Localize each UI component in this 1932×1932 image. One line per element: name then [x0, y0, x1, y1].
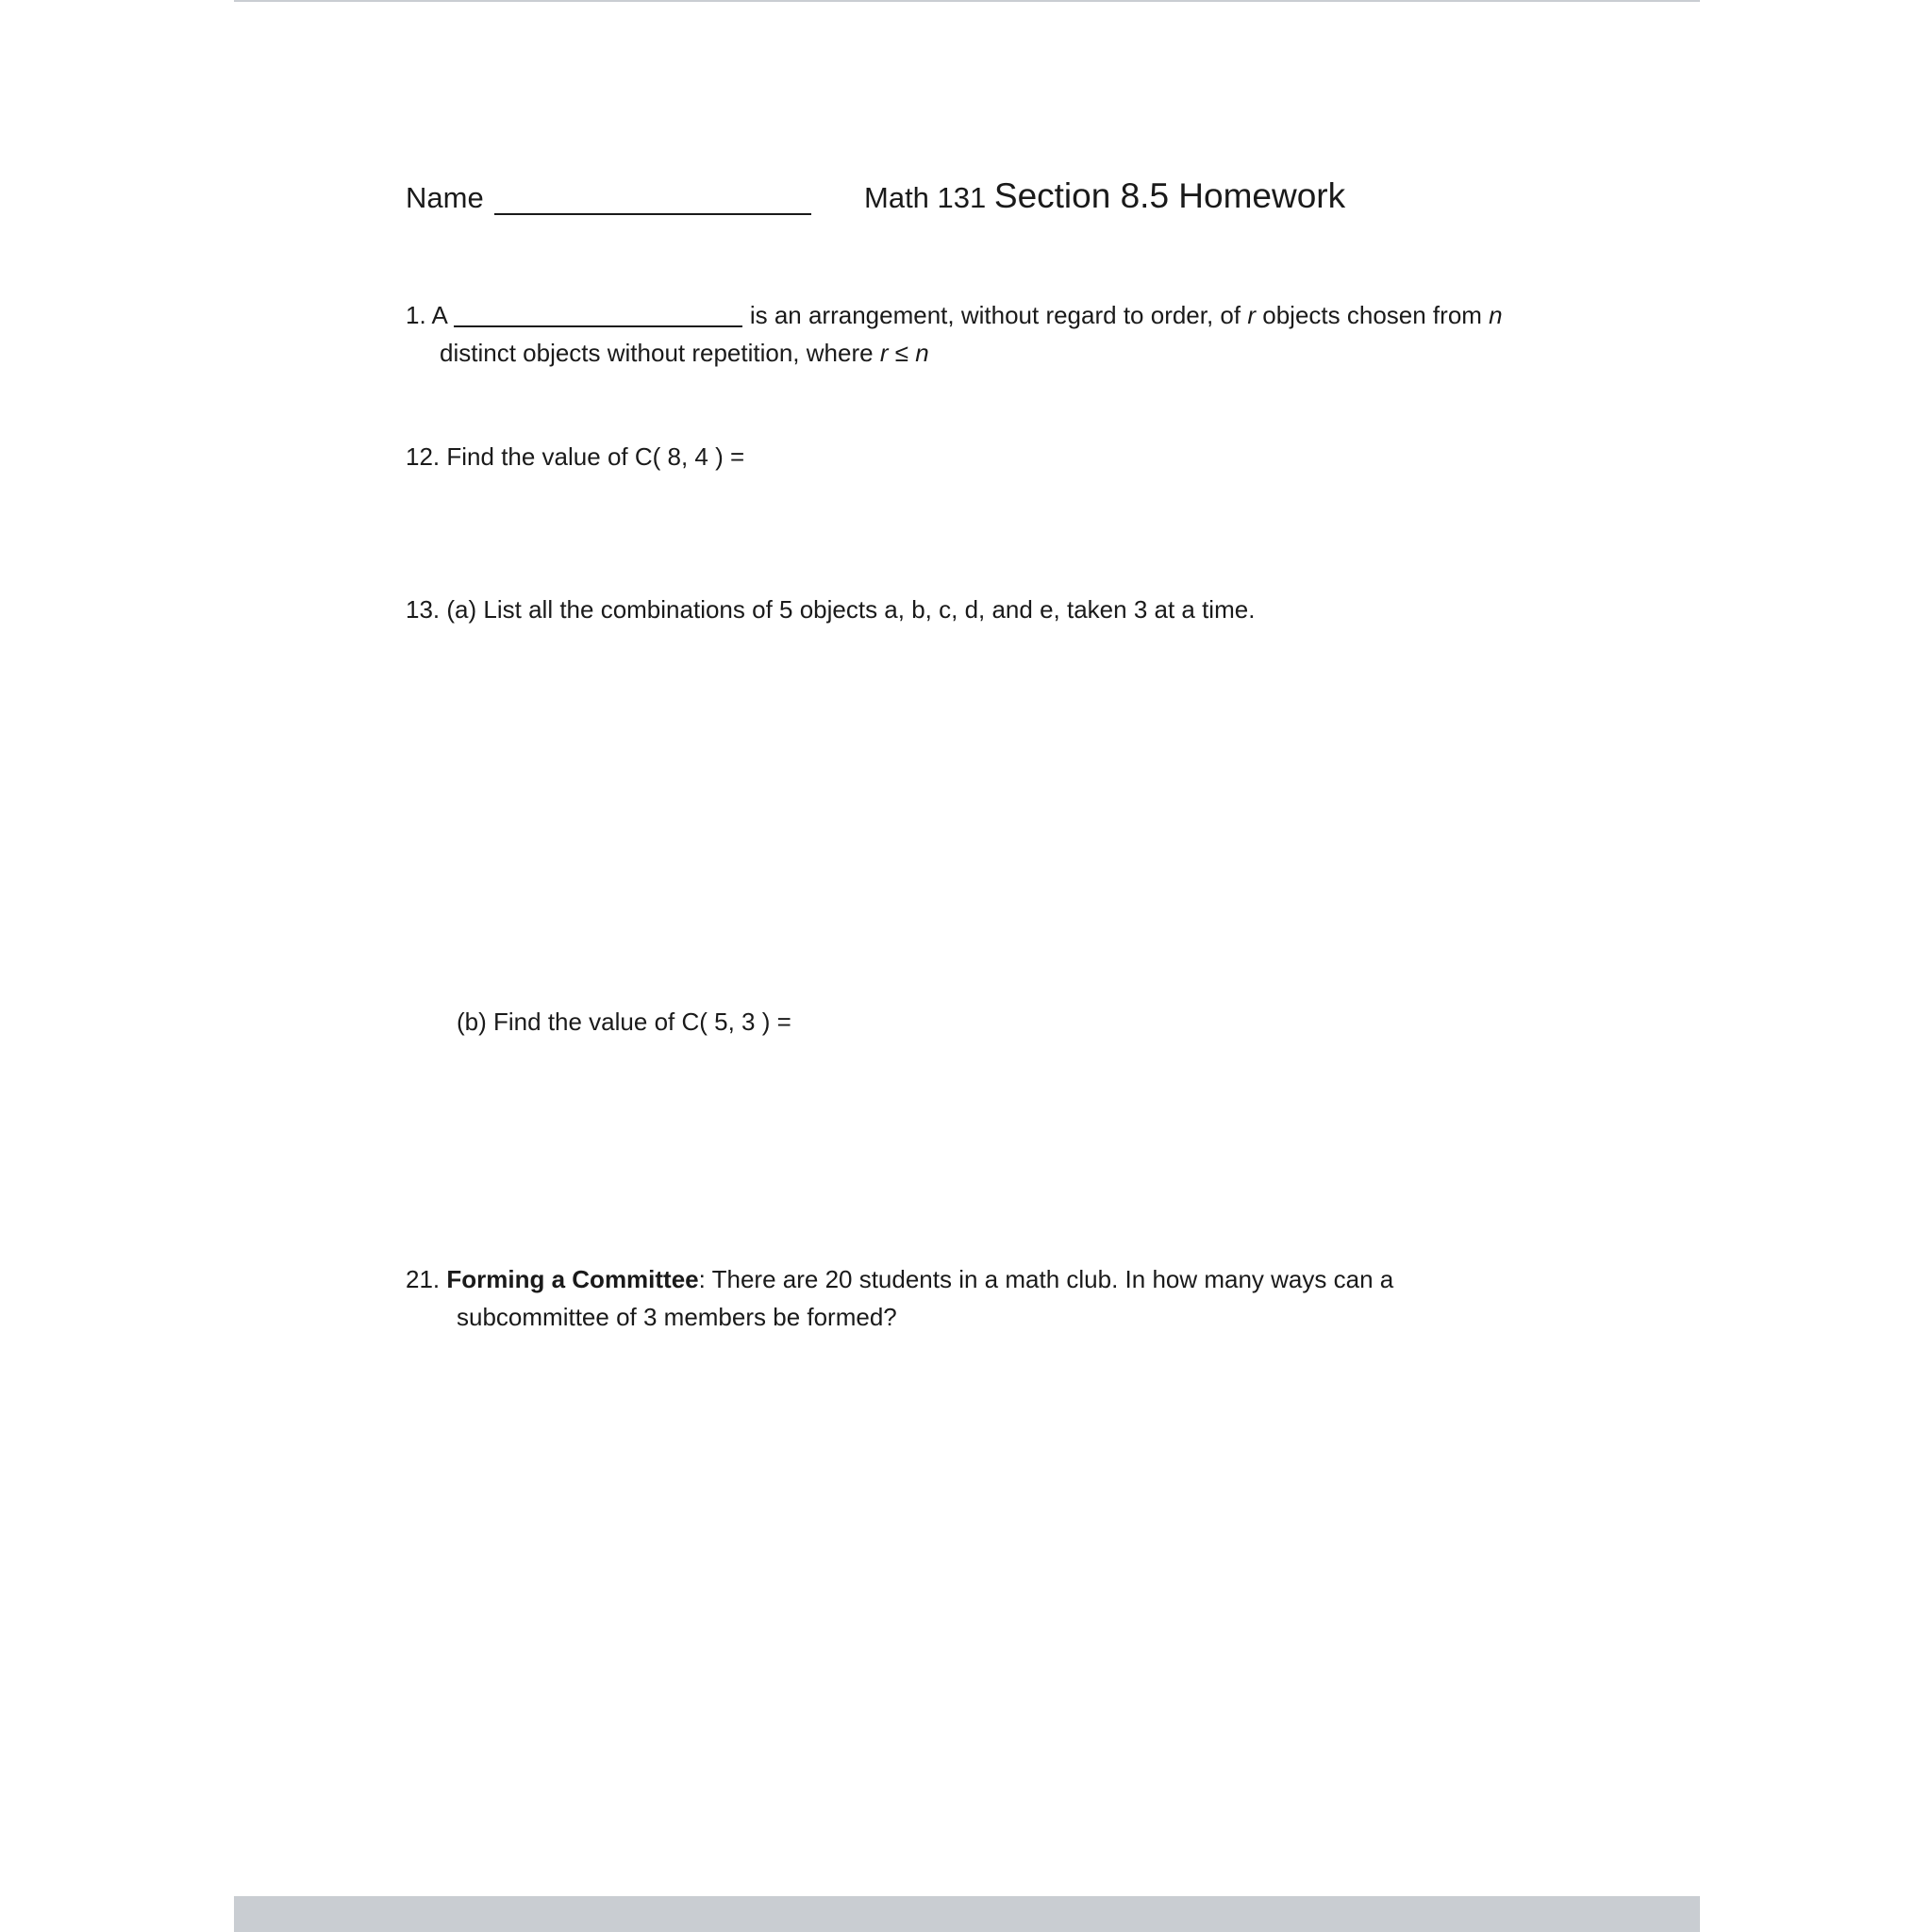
question-1-lead: A	[431, 301, 448, 329]
question-1-text-b: objects chosen from	[1262, 301, 1482, 329]
question-21-line-1	[406, 1264, 1393, 1294]
question-13b	[457, 1007, 791, 1037]
question-13a	[406, 594, 1255, 625]
condition-r-le-n: r ≤ n	[879, 339, 929, 367]
question-21-line-2	[457, 1302, 897, 1332]
question-12-text: Find the value of C( 8, 4 ) =	[446, 442, 745, 471]
question-21-title: Forming a Committee	[446, 1265, 699, 1293]
part-b-label: (b)	[457, 1008, 487, 1036]
variable-n: n	[1489, 301, 1503, 329]
question-21-text-a: : There are 20 students in a math club. In how many ways can a	[698, 1265, 1394, 1293]
bottom-divider	[234, 1896, 1700, 1932]
name-label: Name	[406, 181, 484, 214]
question-number: 21.	[406, 1265, 441, 1293]
question-1-line-2	[440, 338, 929, 368]
question-1-text-c: distinct objects without repetition, where	[440, 339, 874, 367]
question-number: 13.	[406, 595, 441, 624]
question-1-text-a: is an arrangement, without regard to order, of	[749, 301, 1241, 329]
question-13b-text: Find the value of C( 5, 3 ) =	[493, 1008, 791, 1036]
page-title	[864, 177, 1345, 217]
answer-blank-line	[454, 325, 742, 327]
question-13a-text: List all the combinations of 5 objects a, b, c, d, and e, taken 3 at a time.	[483, 595, 1256, 624]
top-divider	[234, 0, 1700, 2]
variable-r: r	[1247, 301, 1257, 329]
course-label: Math 131	[864, 181, 987, 214]
question-21-text-b: subcommittee of 3 members be formed?	[457, 1303, 897, 1331]
name-blank-line	[494, 213, 811, 215]
section-title: Section 8.5 Homework	[993, 176, 1346, 215]
part-a-label: (a)	[446, 595, 477, 624]
question-1-line-1	[406, 300, 1503, 330]
question-number: 1.	[406, 301, 426, 329]
question-12	[406, 441, 744, 472]
question-number: 12.	[406, 442, 441, 471]
